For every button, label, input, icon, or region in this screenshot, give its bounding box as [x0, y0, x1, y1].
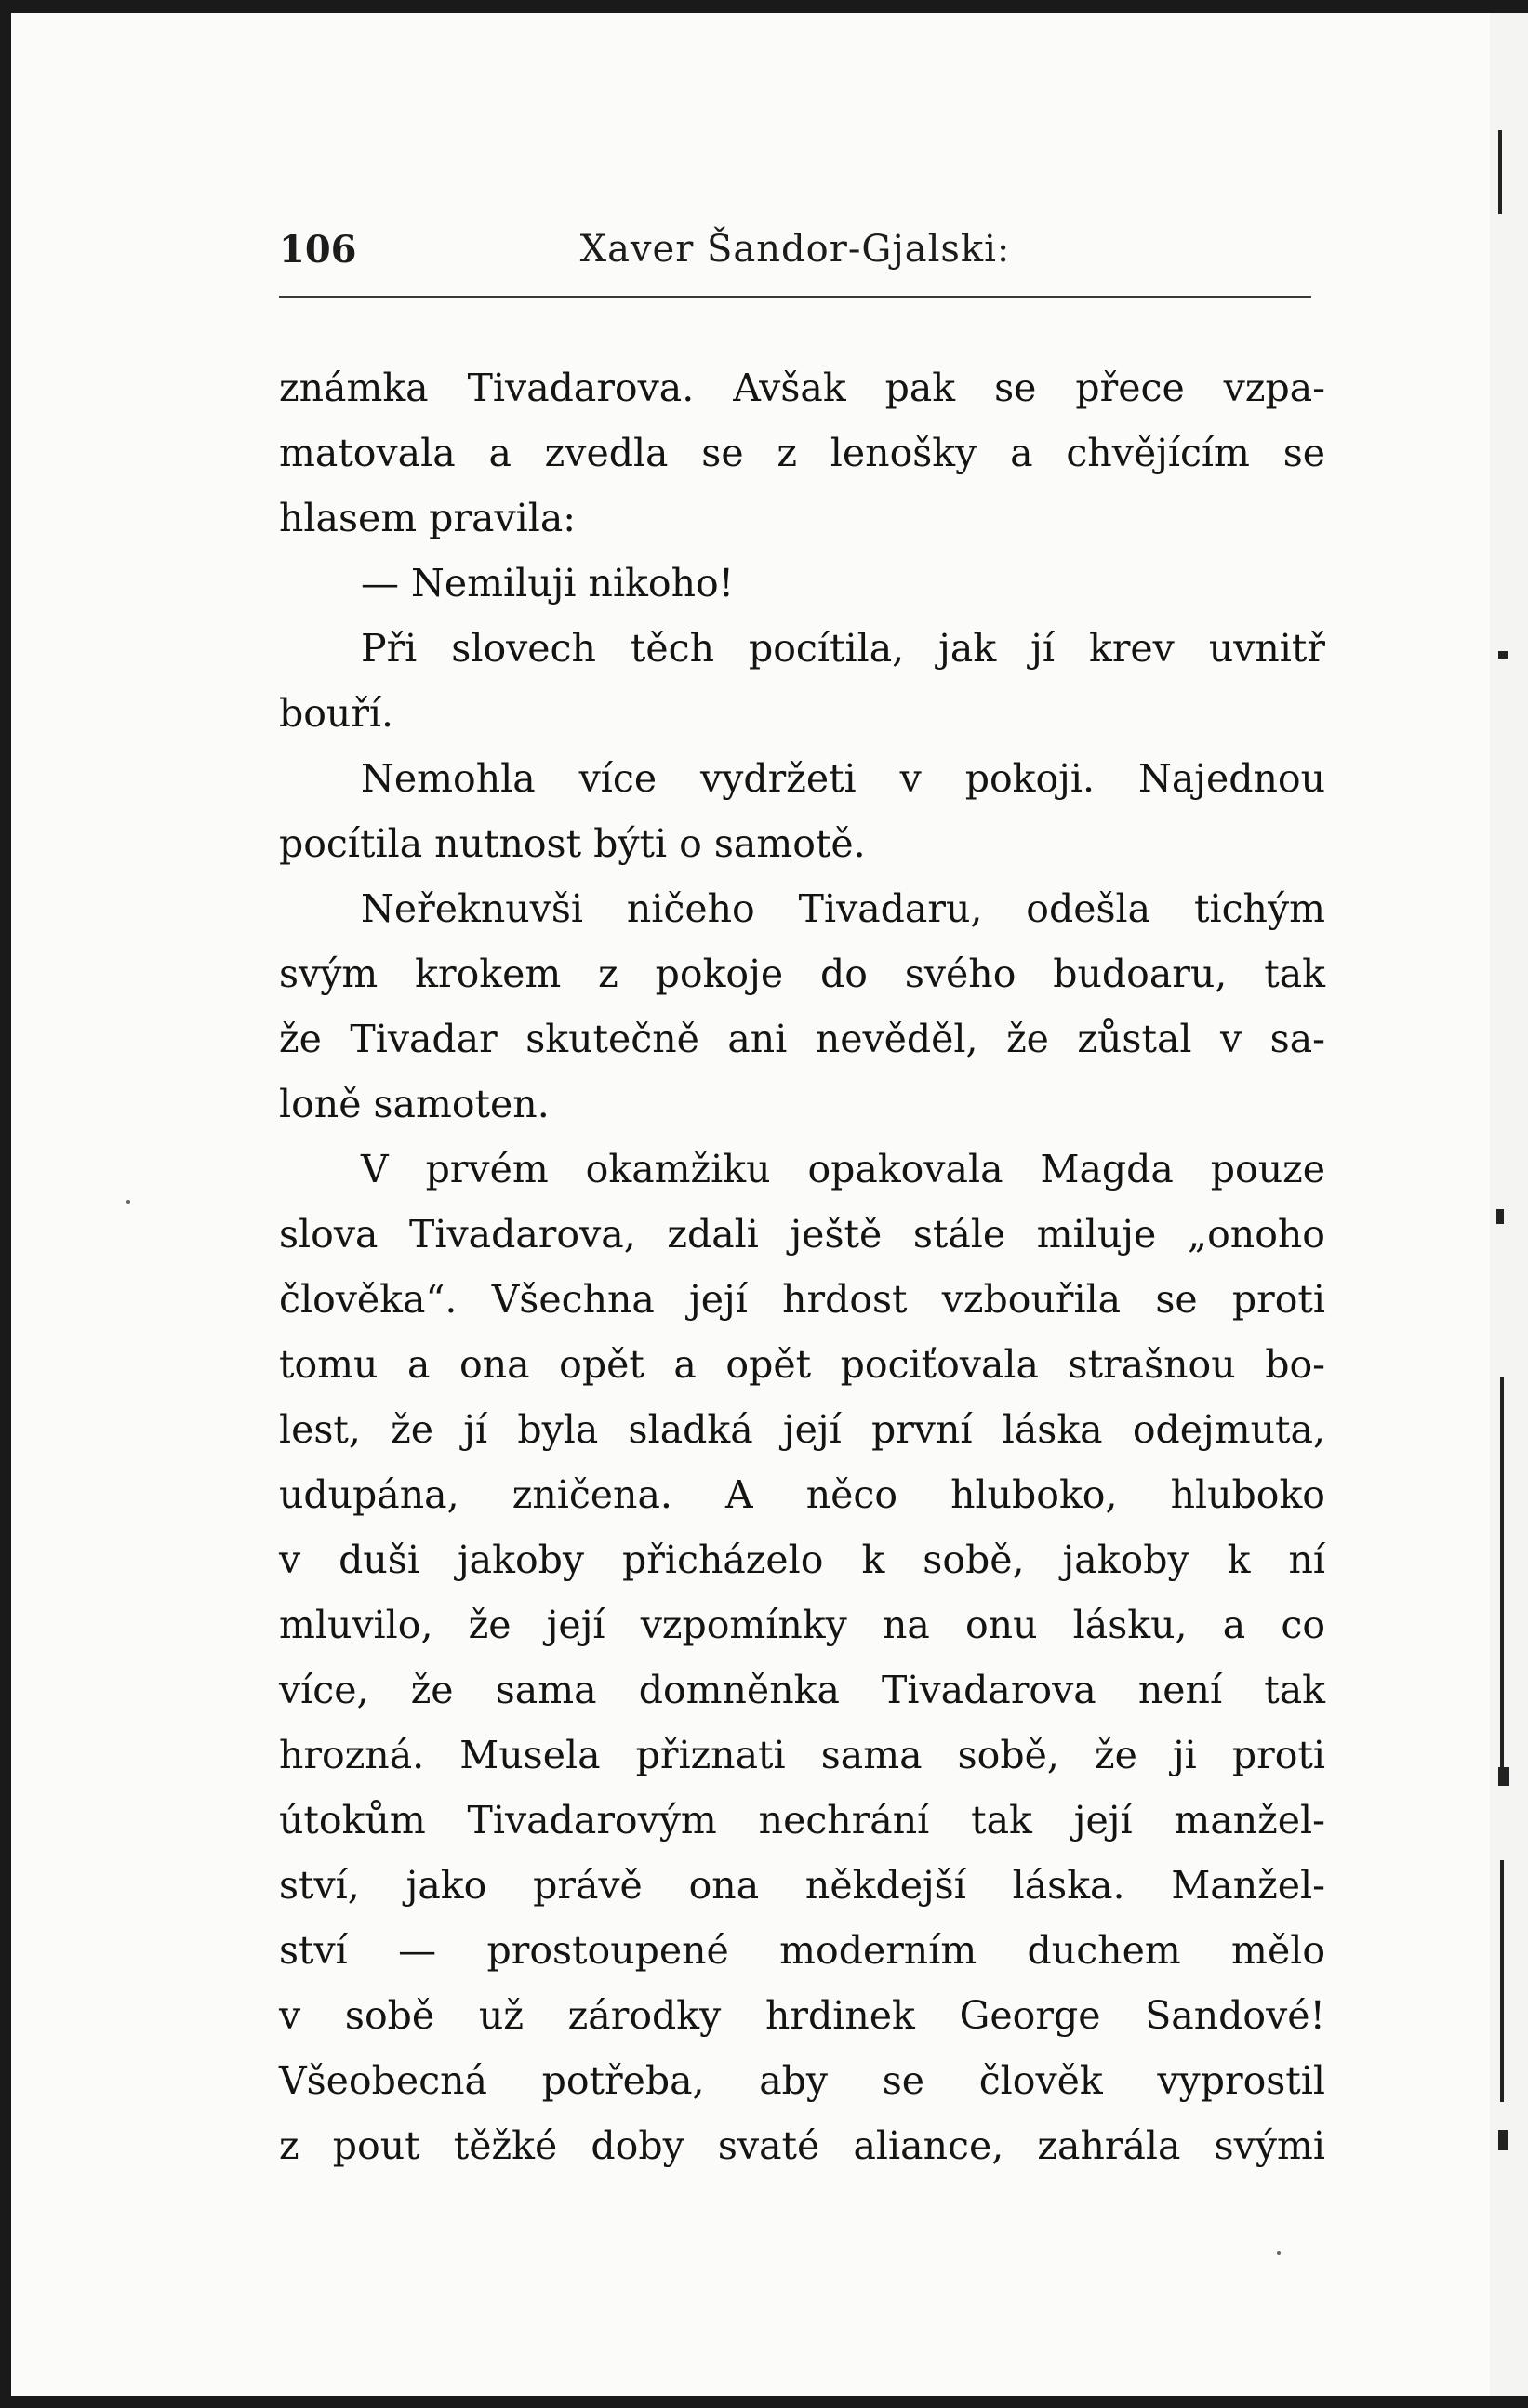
speck	[1277, 2251, 1281, 2255]
speck	[126, 1200, 130, 1204]
edge-mark	[1498, 2130, 1508, 2150]
edge-mark	[1500, 1860, 1504, 2102]
text-line: mluvilo, že její vzpomínky na onu lásku, a co	[279, 1603, 1325, 1647]
edge-mark	[1498, 130, 1502, 214]
text-line: svým krokem z pokoje do svého budoaru, tak	[279, 951, 1325, 996]
edge-mark	[1496, 1209, 1504, 1224]
text-line: tomu a ona opět a opět pociťovala strašnou bo-	[279, 1342, 1325, 1387]
text-line: loně samoten.	[279, 1082, 550, 1126]
text-line: Všeobecná potřeba, aby se člověk vyprostil	[279, 2058, 1325, 2103]
text-line: ství, jako právě ona někdejší láska. Manžel-	[279, 1863, 1325, 1908]
text-line: z pout těžké doby svaté aliance, zahrála svými	[279, 2123, 1325, 2168]
text-line: člověka“. Všechna její hrdost vzbouřila se proti	[279, 1277, 1325, 1322]
header-rule	[279, 296, 1311, 298]
edge-mark	[1498, 1767, 1509, 1786]
page-edge	[1490, 13, 1528, 2396]
text-line: ství — prostoupené moderním duchem mělo	[279, 1928, 1325, 1973]
text-line: slova Tivadarova, zdali ještě stále miluje „onoho	[279, 1212, 1325, 1257]
text-line: Při slovech těch pocítila, jak jí krev uvnitř	[361, 626, 1325, 671]
text-line: V prvém okamžiku opakovala Magda pouze	[361, 1147, 1325, 1191]
page-number: 106	[279, 228, 357, 272]
text-line: Nemohla více vydržeti v pokoji. Najednou	[361, 756, 1325, 801]
text-line: bouří.	[279, 691, 394, 736]
text-line: v sobě už zárodky hrdinek George Sandové!	[279, 1993, 1325, 2038]
text-line: lest, že jí byla sladká její první láska odejmuta,	[279, 1407, 1325, 1452]
edge-mark	[1500, 1377, 1504, 1786]
text-line: že Tivadar skutečně ani nevěděl, že zůstal v sa-	[279, 1017, 1325, 1061]
text-line: udupána, zničena. A něco hluboko, hluboko	[279, 1472, 1325, 1517]
text-line: více, že sama domněnka Tivadarova není tak	[279, 1668, 1325, 1712]
text-line: útokům Tivadarovým nechrání tak její manžel-	[279, 1798, 1325, 1843]
running-head: Xaver Šandor-Gjalski:	[579, 228, 1011, 271]
edge-mark	[1498, 651, 1508, 659]
text-line: známka Tivadarova. Avšak pak se přece vzpa-	[279, 366, 1325, 410]
text-line: pocítila nutnost býti o samotě.	[279, 821, 866, 866]
text-line: hrozná. Musela přiznati sama sobě, že ji proti	[279, 1733, 1325, 1777]
text-line: hlasem pravila:	[279, 496, 577, 540]
text-line: Neřeknuvši ničeho Tivadaru, odešla tichým	[361, 886, 1325, 931]
text-line: v duši jakoby přicházelo k sobě, jakoby k ní	[279, 1537, 1325, 1582]
text-line: — Nemiluji nikoho!	[361, 561, 735, 605]
body-text	[279, 355, 1325, 2178]
text-line: matovala a zvedla se z lenošky a chvějícím se	[279, 431, 1325, 475]
